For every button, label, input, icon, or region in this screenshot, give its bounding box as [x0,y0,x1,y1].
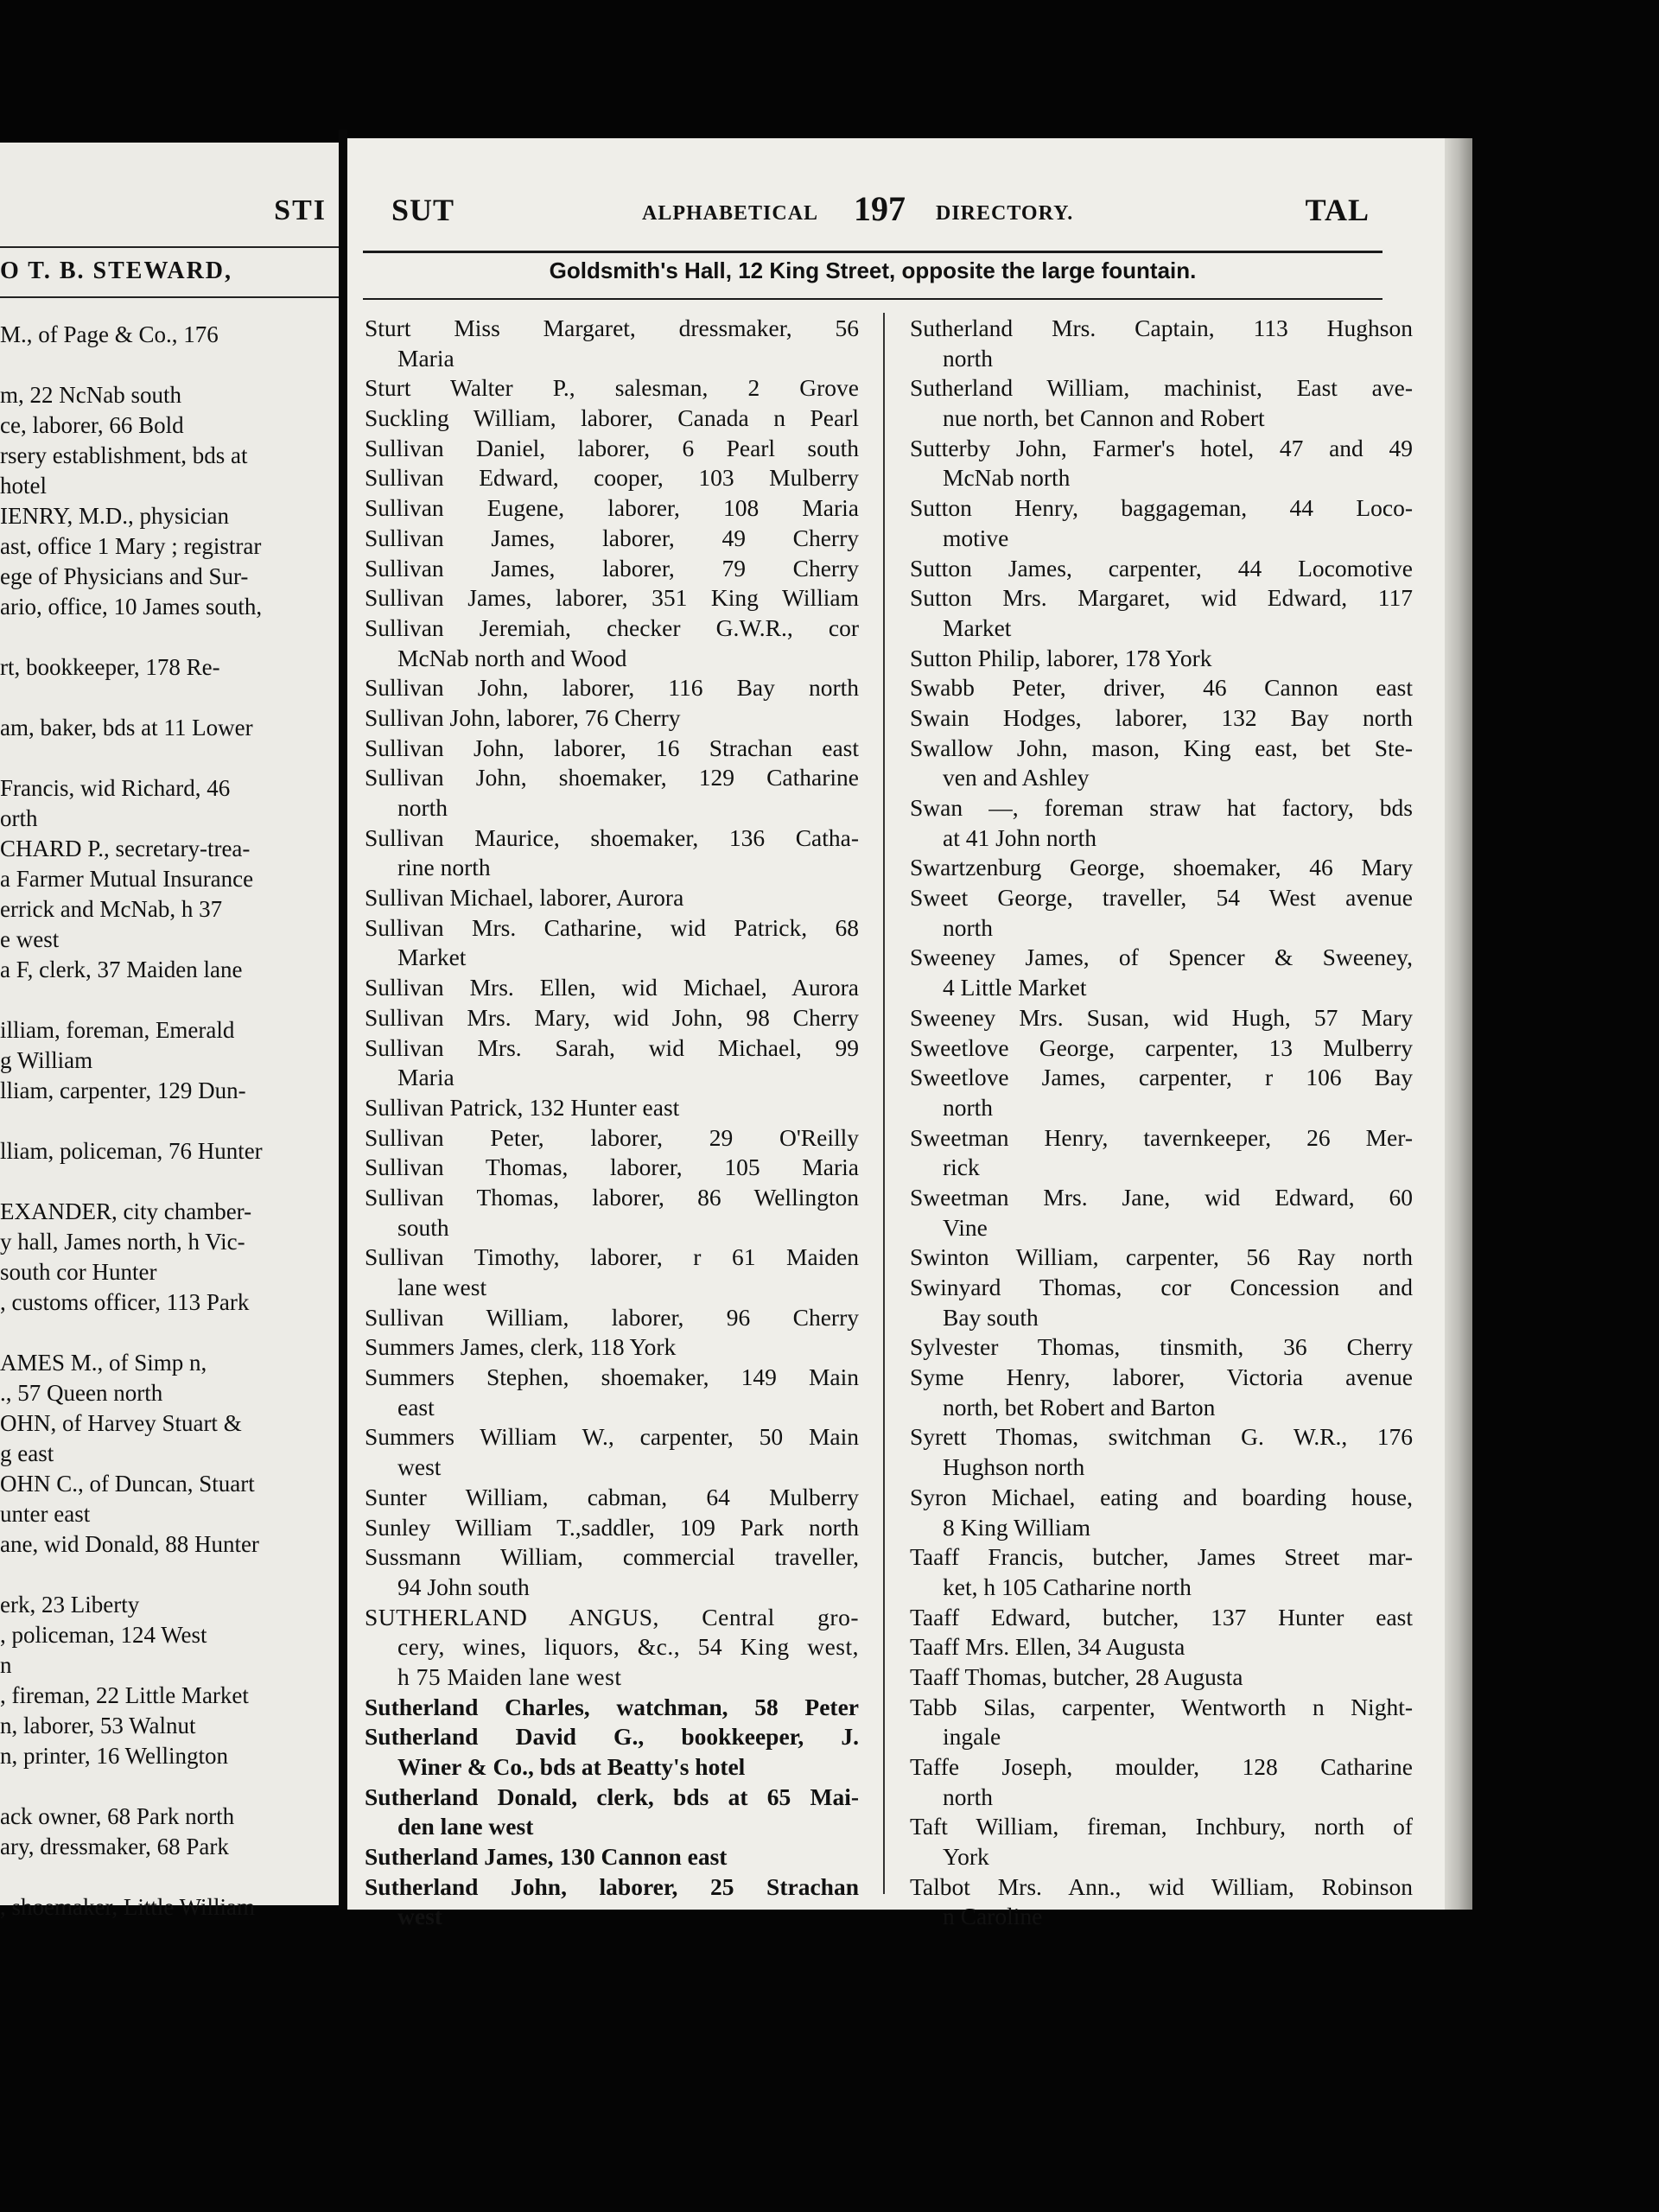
directory-entry [365,1693,859,1723]
entry-name-line: Syme Henry, laborer, Victoria avenue [910,1363,1413,1391]
entry-name-line: Sweeney Mrs. Susan, wid Hugh, 57 Mary [910,1003,1413,1031]
entry-continuation-line: north [943,1783,994,1810]
banner-rule [363,298,1382,300]
directory-entry [910,1603,1413,1633]
entry-continuation-line: Market [943,613,1012,641]
directory-entry [365,1153,859,1183]
directory-entry [365,1003,859,1033]
entry-name-line: Sullivan Timothy, laborer, r 61 Maiden [365,1243,859,1271]
entry-continuation-line: east [397,1393,435,1421]
left-page-line [0,1771,315,1802]
entry-name-line: Summers James, clerk, 118 York [365,1333,677,1361]
entry-continuation-line: west [397,1453,442,1481]
entry-name-line: Sullivan James, laborer, 49 Cherry [365,524,859,551]
entry-name-line: Swabb Peter, driver, 46 Cannon east [910,674,1413,702]
entry-name-line: Taffe Joseph, moulder, 128 Catharine [910,1753,1413,1780]
entry-name-line: Sweet George, traveller, 54 West avenue [910,884,1413,912]
left-page-line [0,1862,315,1892]
entry-name-line: Sullivan Thomas, laborer, 105 Maria [365,1154,859,1181]
directory-entry [910,943,1413,1002]
entry-name-line: Swallow John, mason, King east, bet Ste- [910,734,1413,761]
entry-continuation-line: north [943,344,994,372]
entry-name-line: Sweetlove James, carpenter, r 106 Bay [910,1064,1413,1091]
directory-entry [365,1513,859,1543]
directory-entry [910,1872,1413,1932]
left-page-line: ane, wid Donald, 88 Hunter [0,1531,259,1557]
entry-name-line: Sturt Walter P., salesman, 2 Grove [365,374,859,402]
entry-name-line: Syrett Thomas, switchman G. W.R., 176 [910,1423,1413,1451]
entry-name-line: Taaff Mrs. Ellen, 34 Augusta [910,1633,1185,1661]
entry-name-line: Sturt Miss Margaret, dressmaker, 56 [365,315,859,341]
left-page-line: EXANDER, city chamber- [0,1198,252,1224]
directory-entry [910,1243,1413,1273]
entry-name-line: Sullivan John, shoemaker, 129 Catharine [365,764,859,791]
entry-name-line: Sunter William, cabman, 64 Mulberry [365,1483,859,1510]
entry-name-line: Syron Michael, eating and boarding house, [910,1483,1413,1510]
entry-continuation-line: h 75 Maiden lane west [397,1662,622,1690]
directory-entry [910,1273,1413,1332]
entry-name-line: Swinyard Thomas, cor Concession and [910,1274,1413,1300]
directory-entry [365,463,859,493]
directory-entry [910,793,1413,853]
directory-entry [365,1183,859,1243]
entry-name-line: Sullivan Mrs. Ellen, wid Michael, Aurora [365,974,859,1001]
entry-name-line: Sullivan Daniel, laborer, 6 Pearl south [365,434,859,461]
directory-entry [365,734,859,764]
directory-entry [365,1542,859,1602]
entry-name-line: Talbot Mrs. Ann., wid William, Robinson [910,1872,1413,1900]
entry-continuation-line: north [943,1093,994,1121]
entry-continuation-line: Vine [943,1213,988,1241]
entry-continuation-line: McNab north and Wood [397,644,627,671]
left-page-line: errick and McNab, h 37 [0,896,223,922]
entry-name-line: Sullivan Eugene, laborer, 108 Maria [365,494,859,522]
header-right-guide: TAL [1305,193,1370,227]
column-divider [883,313,885,1894]
directory-entry [365,524,859,554]
page-gutter [339,130,347,1910]
left-page-line: y hall, James north, h Vic- [0,1229,245,1255]
directory-entry [365,583,859,613]
directory-entry [910,703,1413,734]
entry-name-line: Sullivan Mrs. Sarah, wid Michael, 99 [365,1033,859,1061]
directory-entry [365,1243,859,1302]
entry-name-line: Sullivan William, laborer, 96 Cherry [365,1303,859,1331]
left-page-line: , fireman, 22 Little Market [0,1682,249,1708]
entry-name-line: Swain Hodges, laborer, 132 Bay north [910,703,1413,731]
directory-entry [365,434,859,464]
directory-entry [365,823,859,883]
directory-entry [365,973,859,1003]
entry-name-line: Suckling William, laborer, Canada n Pearl [365,404,859,432]
entry-continuation-line: McNab north [943,464,1071,492]
left-page-line [0,1106,315,1136]
left-page-line: OHN, of Harvey Stuart & [0,1410,242,1436]
entry-name-line: Sullivan James, laborer, 79 Cherry [365,554,859,582]
directory-entry [910,1483,1413,1542]
entry-name-line: Taaff Francis, butcher, James Street mar- [910,1543,1413,1571]
directory-entry [365,554,859,584]
entry-name-line: Taaff Thomas, butcher, 28 Augusta [910,1662,1243,1690]
entry-name-line: Sullivan Michael, laborer, Aurora [365,884,684,912]
entry-name-line: Taaff Edward, butcher, 137 Hunter east [910,1603,1413,1630]
left-page-line: OHN C., of Duncan, Stuart [0,1471,255,1497]
left-page-line [0,743,315,773]
header-left-guide: SUT [391,193,455,227]
entry-name-line: Summers William W., carpenter, 50 Main [365,1423,859,1451]
entry-continuation-line: n Caroline [943,1903,1043,1930]
entry-name-line: Sutton Mrs. Margaret, wid Edward, 117 [910,584,1413,612]
entry-name-line: Sutton Henry, baggageman, 44 Loco- [910,494,1413,522]
entry-name-line: Sullivan Jeremiah, checker G.W.R., cor [365,613,859,641]
entry-name-line: Tabb Silas, carpenter, Wentworth n Night- [910,1693,1413,1720]
entry-continuation-line: Market [397,944,467,971]
directory-column-right [910,314,1413,1932]
entry-continuation-line: Winer & Co., bds at Beatty's hotel [397,1753,746,1780]
entry-continuation-line: north [943,913,994,941]
left-page-line [0,985,315,1015]
directory-entry [910,493,1413,553]
directory-entry [365,373,859,404]
entry-continuation-line: lane west [397,1274,487,1300]
entry-continuation-line: York [943,1843,989,1871]
directory-entry [365,883,859,913]
directory-entry [910,314,1413,373]
directory-entry [365,1483,859,1513]
entry-name-line: Sutherland Charles, watchman, 58 Peter [365,1693,859,1720]
entry-continuation-line: ven and Ashley [943,764,1090,791]
entry-name-line: Sutherland David G., bookkeeper, J. [365,1723,859,1751]
entry-name-line: Sweetlove George, carpenter, 13 Mulberry [910,1033,1413,1061]
directory-entry [365,1093,859,1123]
left-page-line: lliam, policeman, 76 Hunter [0,1138,263,1164]
entry-continuation-line: at 41 John north [943,823,1096,851]
left-page-line: illiam, foreman, Emerald [0,1017,235,1043]
left-page-line: IENRY, M.D., physician [0,503,230,529]
entry-name-line: Sweeney James, of Spencer & Sweeney, [910,944,1413,971]
left-page-line: CHARD P., secretary-trea- [0,836,251,861]
left-page-line: n [0,1652,12,1678]
entry-continuation-line: south [397,1213,449,1241]
directory-entry [365,1722,859,1782]
entry-continuation-line: 4 Little Market [943,974,1087,1001]
directory-entry [365,673,859,703]
left-page-text [0,320,315,1923]
left-page-subheader: O T. B. STEWARD, [0,257,233,284]
entry-continuation-line: cery, wines, liquors, &c., 54 King west, [397,1633,859,1661]
left-page-line: ario, office, 10 James south, [0,594,263,620]
entry-name-line: Sylvester Thomas, tinsmith, 36 Cherry [910,1333,1413,1361]
directory-entry [365,1842,859,1872]
left-page-line: , shoemaker, Little William [0,1894,256,1920]
left-page-line: ., 57 Queen north [0,1380,163,1406]
entry-name-line: Sutherland John, laborer, 25 Strachan [365,1872,859,1900]
directory-entry [365,1422,859,1482]
left-page-line: g William [0,1047,93,1073]
entry-continuation-line: nue north, bet Cannon and Robert [943,404,1265,432]
directory-entry [910,1422,1413,1482]
directory-entry [365,1303,859,1333]
directory-column-left [365,314,859,1932]
left-page-rule [0,246,339,248]
directory-entry [910,373,1413,433]
entry-name-line: Sutherland Mrs. Captain, 113 Hughson [910,315,1413,341]
directory-entry [910,554,1413,584]
header-rule [363,251,1382,253]
entry-name-line: SUTHERLAND ANGUS, Central gro- [365,1603,859,1630]
directory-entry [365,1123,859,1154]
left-page-line [0,683,315,713]
left-page-line: ege of Physicians and Sur- [0,563,249,589]
entry-name-line: Sullivan Mrs. Mary, wid John, 98 Cherry [365,1003,859,1031]
left-page-line: , customs officer, 113 Park [0,1289,250,1315]
entry-name-line: Sullivan Maurice, shoemaker, 136 Catha- [365,823,859,851]
left-page-line [0,622,315,652]
entry-name-line: Sullivan Edward, cooper, 103 Mulberry [365,464,859,492]
directory-entry [365,913,859,973]
entry-continuation-line: rine north [397,854,491,881]
entry-continuation-line: Maria [397,344,454,372]
directory-entry [910,1363,1413,1422]
left-page-line: m, 22 NcNab south [0,382,181,408]
left-page-line: am, baker, bds at 11 Lower [0,715,253,741]
left-page-line: n, laborer, 53 Walnut [0,1713,196,1738]
left-page-line: a F, clerk, 37 Maiden lane [0,957,243,982]
directory-entry [910,1542,1413,1602]
left-page-line [0,350,315,380]
left-page-rule-lower [0,296,339,298]
running-header [391,189,1370,235]
page-edge [1445,138,1472,1910]
entry-name-line: Sussmann William, commercial traveller, [365,1543,859,1571]
entry-name-line: Sweetman Henry, tavernkeeper, 26 Mer- [910,1123,1413,1151]
left-page-line: hotel [0,473,47,499]
entry-name-line: Sutherland Donald, clerk, bds at 65 Mai- [365,1783,859,1810]
directory-entry [365,314,859,373]
entry-continuation-line: Hughson north [943,1453,1085,1481]
entry-continuation-line: 94 John south [397,1573,530,1600]
directory-entry [910,1063,1413,1122]
directory-entry [910,1123,1413,1183]
entry-name-line: Sullivan Peter, laborer, 29 O'Reilly [365,1123,859,1151]
entry-name-line: Sullivan John, laborer, 16 Strachan east [365,734,859,761]
left-page-line: AMES M., of Simp n, [0,1350,207,1376]
directory-entry [365,1603,859,1693]
left-page-header: STI [274,194,327,226]
left-page-line: ce, laborer, 66 Bold [0,412,184,438]
left-page-line [0,1318,315,1348]
entry-name-line: Sullivan Mrs. Catharine, wid Patrick, 68 [365,913,859,941]
entry-continuation-line: den lane west [397,1813,534,1840]
left-page-line: Francis, wid Richard, 46 [0,775,231,801]
entry-name-line: Sunley William T.,saddler, 109 Park north [365,1513,859,1541]
entry-continuation-line: motive [943,524,1009,551]
entry-name-line: Sutton Philip, laborer, 178 York [910,644,1212,671]
left-page-line: ary, dressmaker, 68 Park [0,1834,229,1859]
directory-entry [365,1872,859,1932]
entry-continuation-line: 8 King William [943,1513,1091,1541]
directory-entry [910,673,1413,703]
directory-entry [910,1662,1413,1693]
directory-entry [910,1033,1413,1064]
entry-name-line: Summers Stephen, shoemaker, 149 Main [365,1363,859,1391]
entry-name-line: Taft William, fireman, Inchbury, north of [910,1813,1413,1840]
left-page-line: rt, bookkeeper, 178 Re- [0,654,220,680]
entry-name-line: Swan —, foreman straw hat factory, bds [910,794,1413,821]
directory-entry [365,703,859,734]
directory-entry [365,1033,859,1093]
directory-entry [365,1783,859,1842]
directory-entry [910,883,1413,943]
left-page-line: lliam, carpenter, 129 Dun- [0,1077,246,1103]
directory-entry [365,404,859,434]
directory-entry [910,1003,1413,1033]
directory-entry [910,583,1413,643]
header-title-part2: DIRECTORY. [936,202,1074,225]
entry-name-line: Sullivan Thomas, laborer, 86 Wellington [365,1183,859,1211]
directory-entry [910,1632,1413,1662]
left-page-line: , policeman, 124 West [0,1622,207,1648]
page-number: 197 [854,189,906,228]
directory-entry [910,644,1413,674]
entry-name-line: Sutherland James, 130 Cannon east [365,1843,728,1871]
entry-continuation-line: Maria [397,1064,454,1091]
entry-name-line: Sullivan Patrick, 132 Hunter east [365,1093,680,1121]
left-page-line: g east [0,1440,54,1466]
directory-entry [910,434,1413,493]
directory-entry [910,1752,1413,1812]
entry-name-line: Sullivan James, laborer, 351 King William [365,584,859,612]
directory-entry [910,853,1413,883]
entry-name-line: Sutton James, carpenter, 44 Locomotive [910,554,1413,582]
entry-continuation-line: Bay south [943,1303,1039,1331]
header-title-part1: ALPHABETICAL [642,202,819,225]
left-page-line: erk, 23 Liberty [0,1592,140,1618]
left-page-line: unter east [0,1501,91,1527]
entry-continuation-line: ket, h 105 Catharine north [943,1573,1192,1600]
directory-entry [365,1363,859,1422]
directory-entry [365,493,859,524]
directory-entry [910,1812,1413,1872]
entry-name-line: Swinton William, carpenter, 56 Ray north [910,1243,1413,1271]
left-page-line: a Farmer Mutual Insurance [0,866,254,892]
left-page-line: orth [0,805,38,831]
left-page-line: e west [0,926,60,952]
entry-name-line: Sutterby John, Farmer's hotel, 47 and 49 [910,434,1413,461]
left-page-line: rsery establishment, bds at [0,442,248,468]
entry-continuation-line: rick [943,1154,980,1181]
left-page-line: ack owner, 68 Park north [0,1803,235,1829]
left-page-line [0,1166,315,1197]
advertisement-banner: Goldsmith's Hall, 12 King Street, opposite the large fountain. [549,257,1197,283]
entry-name-line: Sutherland William, machinist, East ave- [910,374,1413,402]
directory-entry [365,763,859,823]
entry-continuation-line: west [397,1903,442,1930]
left-page-line [0,1560,315,1590]
entry-continuation-line: ingale [943,1723,1001,1751]
entry-name-line: Sweetman Mrs. Jane, wid Edward, 60 [910,1183,1413,1211]
entry-name-line: Sullivan John, laborer, 116 Bay north [365,674,859,702]
directory-entry [910,1332,1413,1363]
entry-name-line: Swartzenburg George, shoemaker, 46 Mary [910,854,1413,881]
entry-continuation-line: north [397,794,448,821]
left-page-line: ast, office 1 Mary ; registrar [0,533,262,559]
directory-entry [910,1183,1413,1243]
left-page-line: south cor Hunter [0,1259,157,1285]
left-page-line: n, printer, 16 Wellington [0,1743,228,1769]
left-page-line: M., of Page & Co., 176 [0,321,219,347]
directory-entry [910,1693,1413,1752]
directory-entry [365,1332,859,1363]
entry-name-line: Sullivan John, laborer, 76 Cherry [365,703,681,731]
directory-entry [910,734,1413,793]
left-page-fragment [0,143,339,1920]
entry-continuation-line: north, bet Robert and Barton [943,1393,1216,1421]
directory-entry [365,613,859,673]
